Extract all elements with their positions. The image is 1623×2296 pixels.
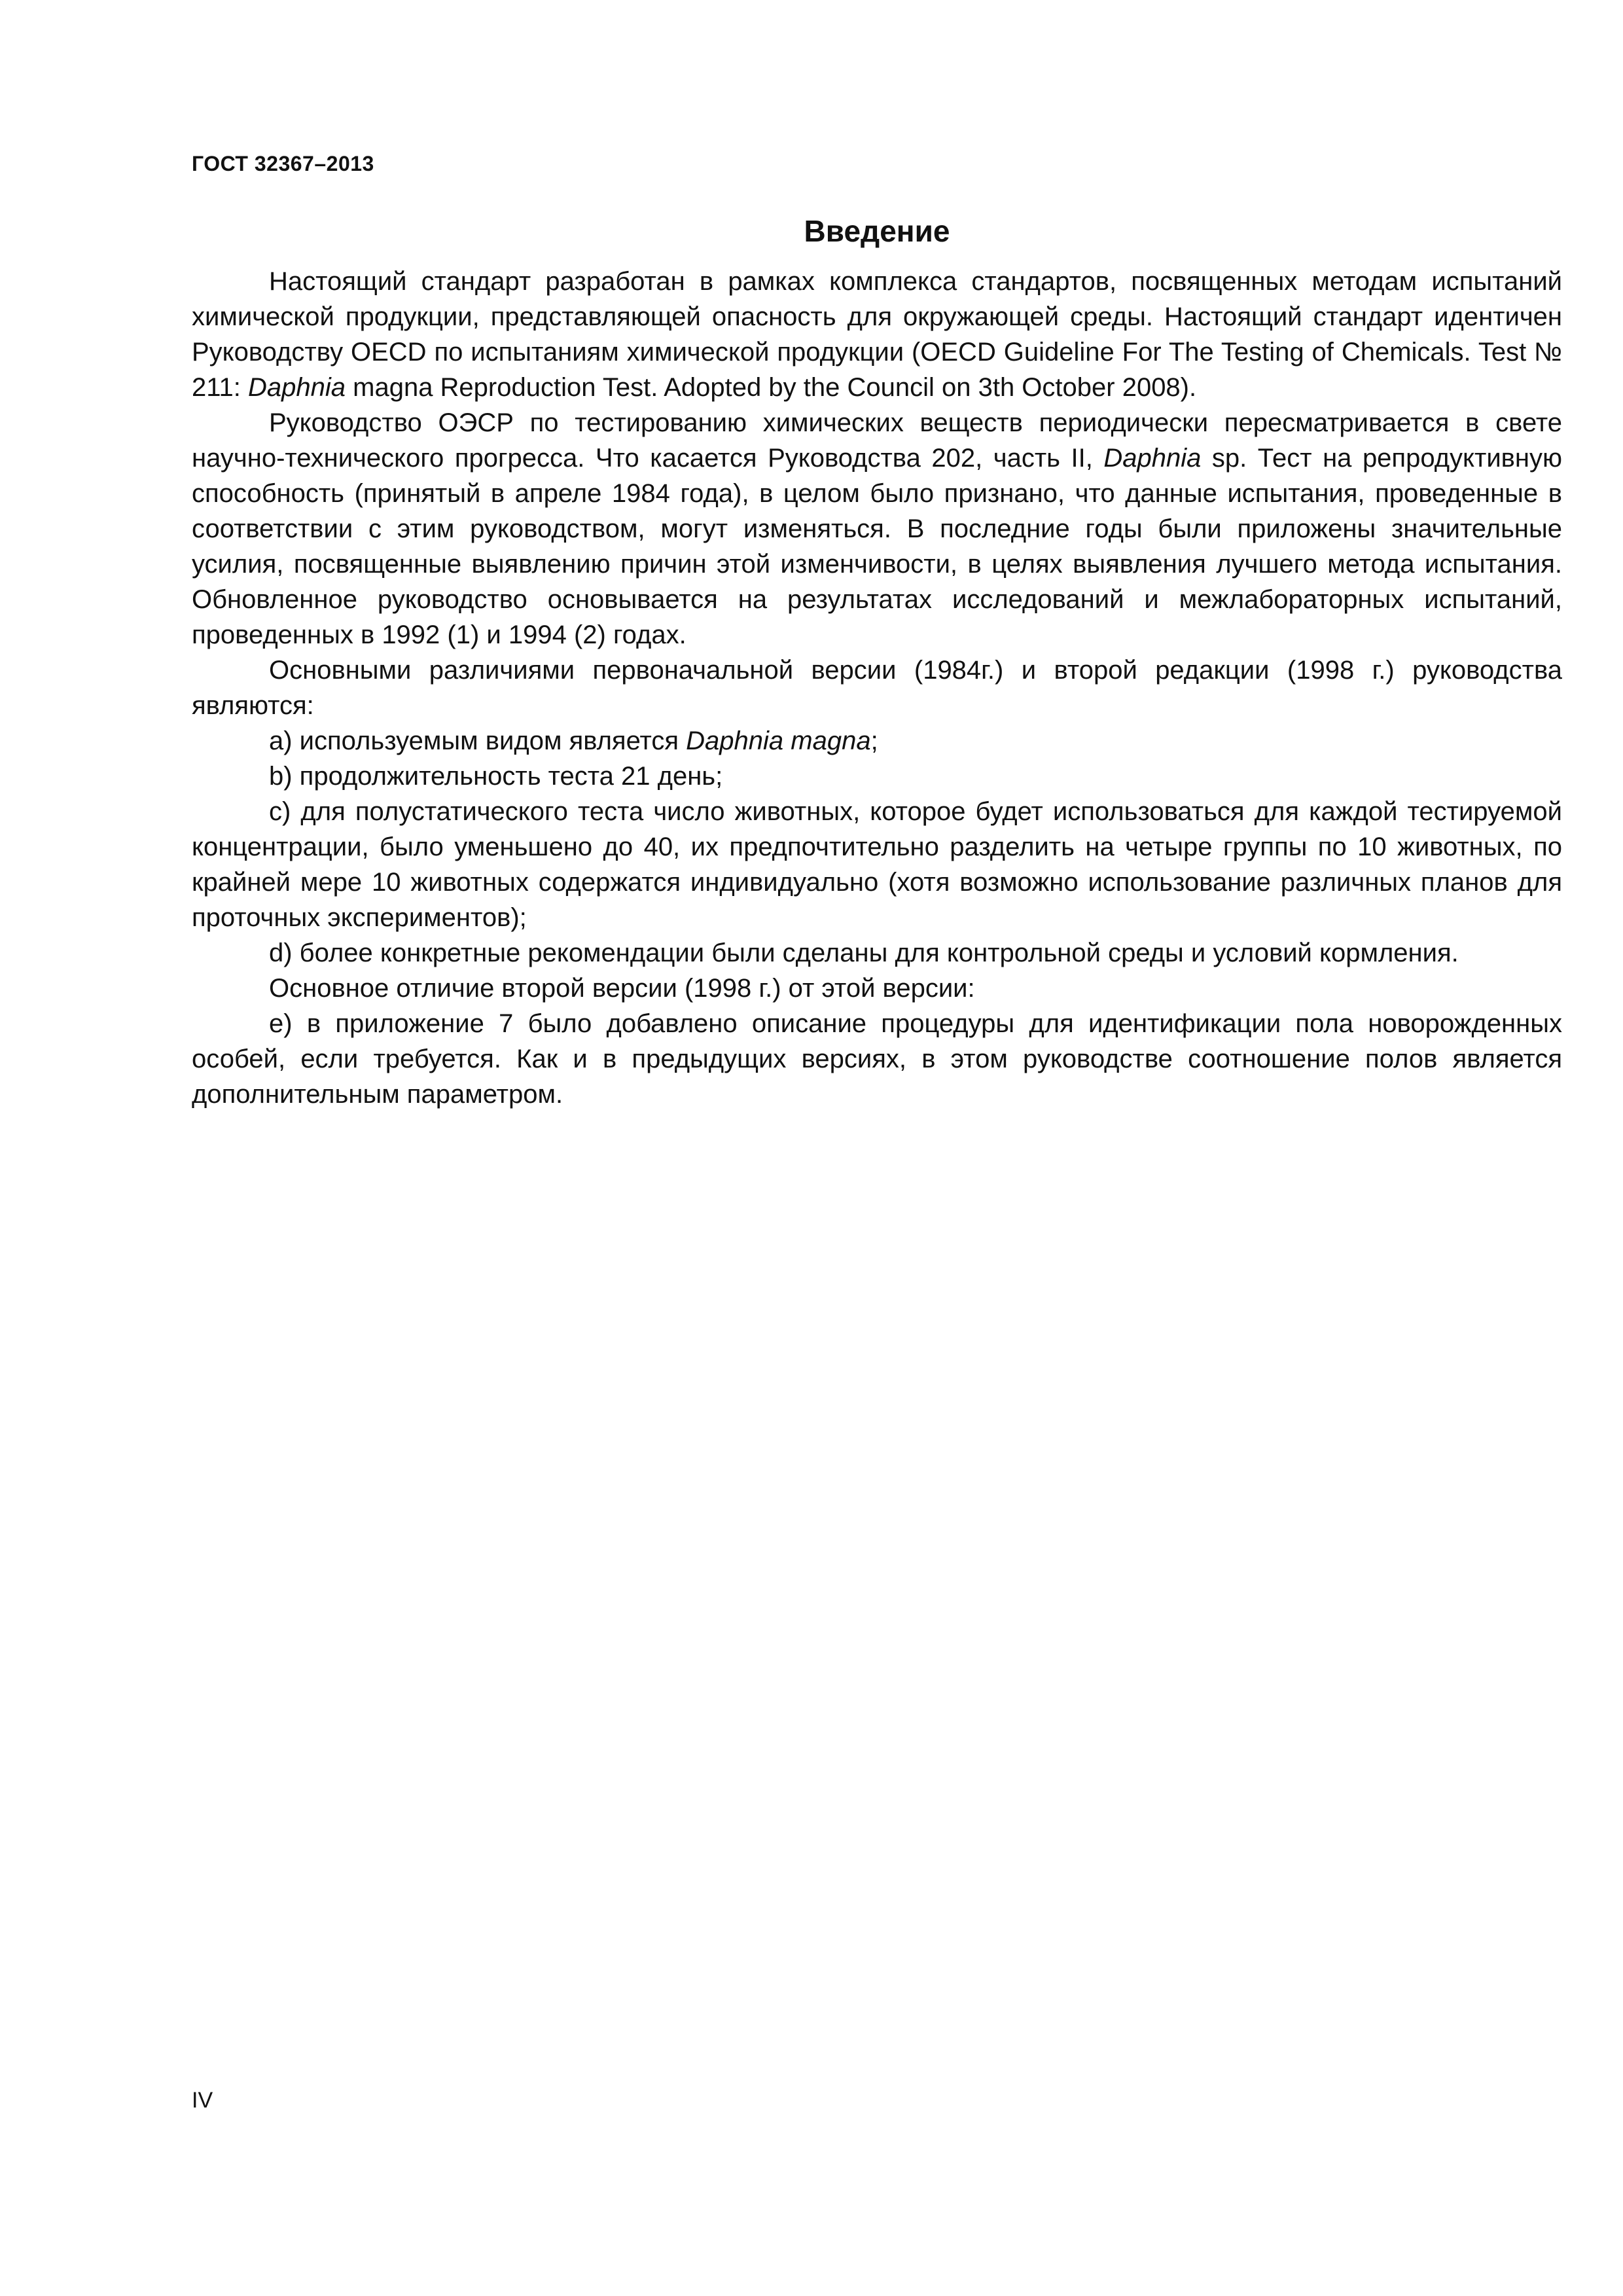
paragraph-3: Основными различиями первоначальной версии (1984г.) и второй редакции (1998 г.) руководства являются: bbox=[192, 656, 1562, 720]
list-item-b: b) продолжительность теста 21 день; bbox=[269, 762, 723, 791]
paragraph-1-text-b: magna Reproduction Test. Adopted by the Council on 3th October 2008). bbox=[346, 373, 1197, 402]
page-number: IV bbox=[192, 2088, 213, 2113]
list-item-c: c) для полустатического теста число животных, которое будет использоваться для каждой тестируемой концентрации, было уменьшено до 40, их предпочтительно разделить на четыре группы по 10 животных, по крайней мере 10 животных содержатся индивидуально (хотя возможно использование различных планов для проточных экспериментов); bbox=[192, 797, 1562, 932]
list-item-a-text-b: ; bbox=[870, 726, 878, 755]
standard-code-header: ГОСТ 32367–2013 bbox=[192, 152, 374, 175]
paragraph-2-text-b: sp. Тест на репродуктивную способность (принятый в апреле 1984 года), в целом было признано, что данные испытания, проведенные в соответствии с этим руководством, могут изменяться. В последние годы были приложены значительные усилия, посвященные выявлению причин этой изменчивости, в целях выявления лучшего метода испытания. Обновленное руководство основывается на результатах исследований и межлабораторных испытаний, проведенных в 1992 (1) и 1994 (2) годах. bbox=[192, 444, 1562, 649]
paragraph-1 bbox=[192, 264, 1562, 405]
list-item-a bbox=[192, 723, 1562, 759]
list-item-d: d) более конкретные рекомендации были сделаны для контрольной среды и условий кормления. bbox=[269, 939, 1459, 967]
paragraph-2-italic: Daphnia bbox=[1103, 444, 1202, 473]
paragraph-1-text-a: Настоящий стандарт разработан в рамках комплекса стандартов, посвященных методам испытаний химической продукции, представляющей опасность для окружающей среды. Настоящий стандарт идентичен Руководству OECD по испытаниям химической продукции (OECD Guideline For The Testing of Chemicals. Test № 211: bbox=[192, 267, 1562, 402]
paragraph-main-difference: Основное отличие второй версии (1998 г.) от этой версии: bbox=[269, 974, 975, 1003]
list-item-a-italic: Daphnia magna bbox=[686, 726, 871, 755]
list-item-a-text-a: a) используемым видом является bbox=[269, 726, 687, 755]
paragraph-2 bbox=[192, 405, 1562, 653]
list-item-e: e) в приложение 7 было добавлено описание процедуры для идентификации пола новорожденных особей, если требуется. Как и в предыдущих версиях, в этом руководстве соотношение полов является дополнительным параметром. bbox=[192, 1009, 1562, 1109]
introduction-body bbox=[192, 264, 1562, 1112]
paragraph-2-text-a: Руководство ОЭСР по тестированию химических веществ периодически пересматривается в свете научно-технического прогресса. Что касается Руководства 202, часть II, bbox=[192, 408, 1562, 473]
paragraph-1-italic: Daphnia bbox=[248, 373, 346, 402]
section-title: Введение bbox=[804, 214, 950, 248]
